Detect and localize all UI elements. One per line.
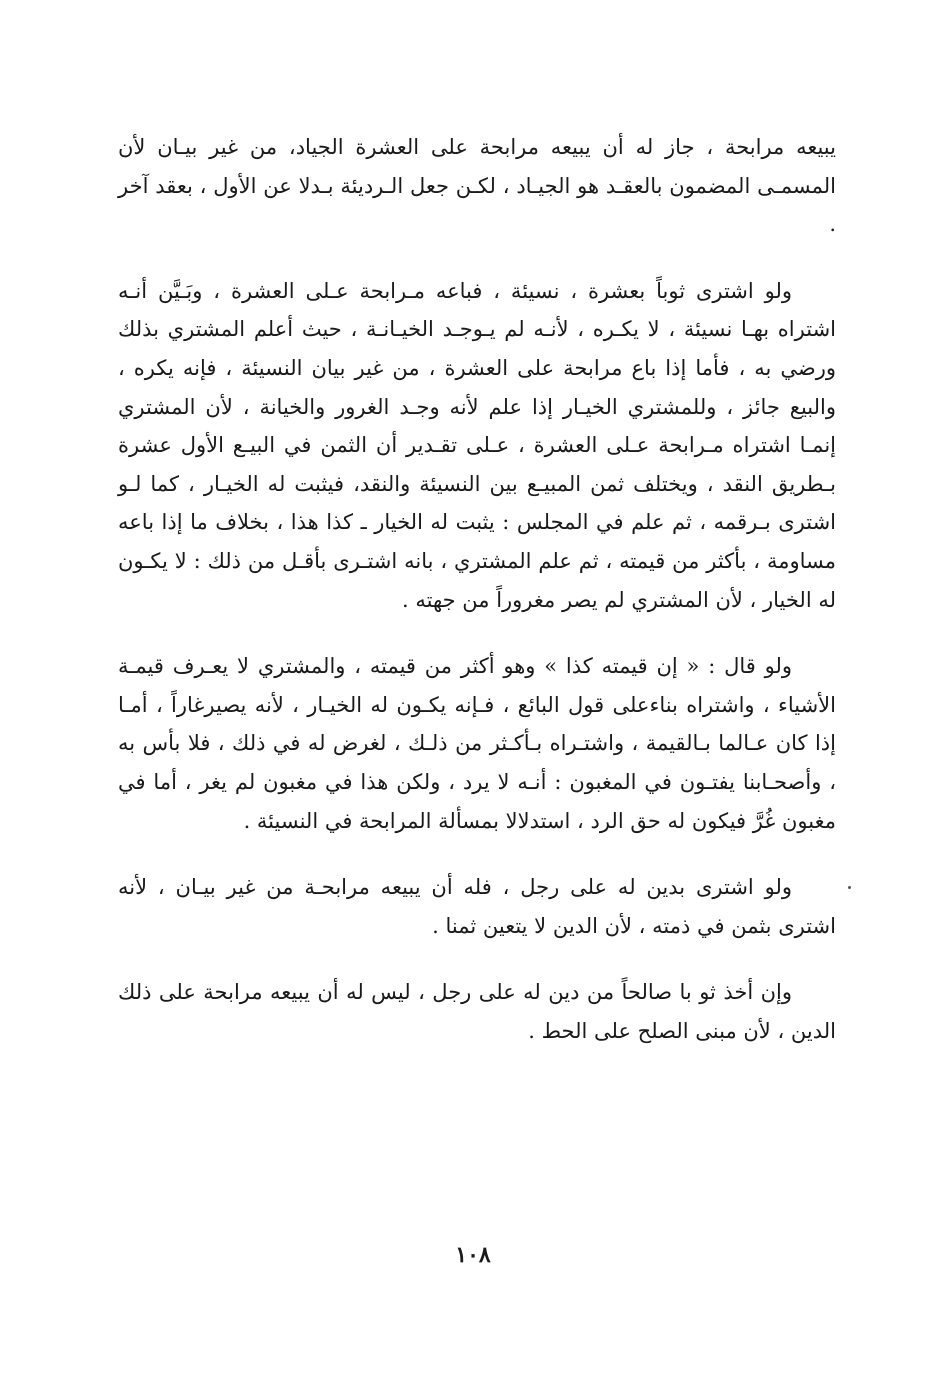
body-text [118, 128, 836, 1050]
paragraph-4: ولو اشترى بدين له على رجل ، فله أن يبيعه مرابحـة من غير بيـان ، لأنه اشترى بثمن في ذمته ، لأن الدين لا يتعين ثمنا . [118, 875, 836, 938]
scan-speck [848, 886, 851, 889]
page-number: ١٠٨ [455, 1242, 491, 1268]
paragraph-3: ولو قال : « إن قيمته كذا » وهو أكثر من قيمته ، والمشتري لا يعـرف قيمـة الأشياء ، واشتراه بناءعلى قول البائع ، فـإنه يكـون له الخيـار ، لأنه يصيرغاراً ، أمـا إذا كان عـالما بـالقيمة ، واشتـراه بـأكـثر من ذلـك ، لغرض له في ذلك ، فلا بأس به ، وأصحـابنا يفتـون في المغبون : أنـه لا يرد ، ولكن هذا في مغبون لم يغر ، أما في مغبون غُرَّ فيكون له حق الرد ، استدلالا بمسألة المرابحة في النسيئة . [118, 654, 836, 833]
paragraph-1: يبيعه مرابحة ، جاز له أن يبيعه مرابحة على العشرة الجياد، من غير بيـان لأن المسمـى المضمون بالعقـد هو الجيـاد ، لكـن جعل الـرديئة بـدلا عن الأول ، بعقد آخر . [118, 135, 836, 237]
paragraph-2: ولو اشترى ثوباً بعشرة ، نسيئة ، فباعه مـرابحة عـلى العشرة ، وبَـيَّن أنـه اشتراه بهـا نسيئة ، لا يكـره ، لأنـه لم يـوجـد الخيـانـة ، حيث أعلم المشتري بذلك ورضي به ، فأما إذا باع مرابحة على العشرة ، من غير بيان النسيئة ، فإنه يكره ، والبيع جائز ، وللمشتري الخيـار إذا علم لأنه وجـد الغرور والخيانة ، لأن المشتري إنمـا اشتراه مـرابحة عـلى العشرة ، عـلى تقـدير أن الثمن في البيـع الأول عشرة بـطريق النقد ، ويختلف ثمن المبيـع بين النسيئة والنقد، فيثبت له الخيـار ، كما لـو اشترى بـرقمه ، ثم علم في المجلس : يثبت له الخيار ـ كذا هذا ، بخلاف ما إذا باعه مساومة ، بأكثر من قيمته ، ثم علم المشتري ، بانه اشتـرى بأقـل من ذلك : لا يكـون له الخيار ، لأن المشتري لم يصر مغروراً من جهته . [118, 278, 837, 612]
paragraph-5: وإن أخذ ثو با صالحاً من دين له على رجل ، ليس له أن يبيعه مرابحة على ذلك الدين ، لأن مبنى الصلح على الحط . [118, 980, 836, 1043]
